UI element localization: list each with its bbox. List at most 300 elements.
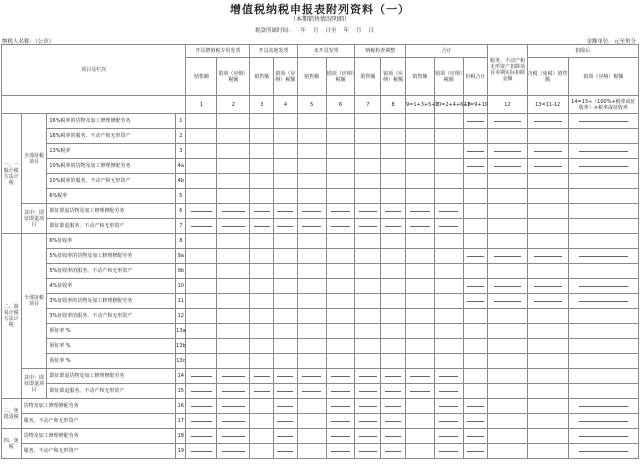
value-cell[interactable] <box>355 114 381 129</box>
value-cell[interactable] <box>186 294 217 309</box>
value-cell[interactable] <box>355 369 381 384</box>
value-cell[interactable] <box>568 159 638 174</box>
value-cell[interactable] <box>297 309 326 324</box>
value-cell[interactable] <box>186 144 217 159</box>
value-cell[interactable] <box>381 204 406 219</box>
value-cell[interactable] <box>488 204 527 219</box>
value-cell[interactable] <box>297 369 326 384</box>
value-cell[interactable] <box>186 324 217 339</box>
value-cell[interactable] <box>186 159 217 174</box>
value-cell[interactable] <box>355 129 381 144</box>
value-cell[interactable] <box>250 309 274 324</box>
value-cell[interactable] <box>381 444 406 459</box>
value-cell[interactable] <box>405 159 434 174</box>
value-cell[interactable] <box>250 159 274 174</box>
value-cell[interactable] <box>488 324 527 339</box>
value-cell[interactable] <box>217 354 250 369</box>
value-cell[interactable] <box>274 114 298 129</box>
value-cell[interactable] <box>297 444 326 459</box>
value-cell[interactable] <box>186 114 217 129</box>
value-cell[interactable] <box>568 204 638 219</box>
value-cell[interactable] <box>186 174 217 189</box>
value-cell[interactable] <box>250 279 274 294</box>
value-cell[interactable] <box>250 249 274 264</box>
value-cell[interactable] <box>274 399 298 414</box>
value-cell[interactable] <box>355 309 381 324</box>
value-cell[interactable] <box>488 234 527 249</box>
value-cell[interactable] <box>434 429 463 444</box>
value-cell[interactable] <box>527 189 568 204</box>
value-cell[interactable] <box>434 279 463 294</box>
value-cell[interactable] <box>250 384 274 399</box>
value-cell[interactable] <box>250 354 274 369</box>
value-cell[interactable] <box>463 324 488 339</box>
value-cell[interactable] <box>463 339 488 354</box>
value-cell[interactable] <box>527 309 568 324</box>
value-cell[interactable] <box>274 189 298 204</box>
value-cell[interactable] <box>381 174 406 189</box>
value-cell[interactable] <box>568 309 638 324</box>
value-cell[interactable] <box>297 174 326 189</box>
value-cell[interactable] <box>274 144 298 159</box>
value-cell[interactable] <box>250 444 274 459</box>
value-cell[interactable] <box>527 414 568 429</box>
value-cell[interactable] <box>355 204 381 219</box>
value-cell[interactable] <box>355 399 381 414</box>
value-cell[interactable] <box>405 279 434 294</box>
value-cell[interactable] <box>463 264 488 279</box>
value-cell[interactable] <box>274 324 298 339</box>
value-cell[interactable] <box>527 264 568 279</box>
value-cell[interactable] <box>326 354 355 369</box>
value-cell[interactable] <box>527 384 568 399</box>
value-cell[interactable] <box>568 114 638 129</box>
value-cell[interactable] <box>381 309 406 324</box>
value-cell[interactable] <box>527 339 568 354</box>
value-cell[interactable] <box>488 219 527 234</box>
value-cell[interactable] <box>355 174 381 189</box>
value-cell[interactable] <box>297 114 326 129</box>
value-cell[interactable] <box>527 399 568 414</box>
value-cell[interactable] <box>381 279 406 294</box>
value-cell[interactable] <box>381 369 406 384</box>
value-cell[interactable] <box>405 324 434 339</box>
value-cell[interactable] <box>274 249 298 264</box>
value-cell[interactable] <box>326 309 355 324</box>
value-cell[interactable] <box>568 414 638 429</box>
value-cell[interactable] <box>297 249 326 264</box>
value-cell[interactable] <box>217 444 250 459</box>
value-cell[interactable] <box>488 159 527 174</box>
value-cell[interactable] <box>381 384 406 399</box>
value-cell[interactable] <box>217 309 250 324</box>
value-cell[interactable] <box>463 279 488 294</box>
value-cell[interactable] <box>405 339 434 354</box>
value-cell[interactable] <box>381 189 406 204</box>
value-cell[interactable] <box>405 294 434 309</box>
value-cell[interactable] <box>381 324 406 339</box>
value-cell[interactable] <box>381 219 406 234</box>
value-cell[interactable] <box>568 129 638 144</box>
value-cell[interactable] <box>527 249 568 264</box>
value-cell[interactable] <box>434 249 463 264</box>
value-cell[interactable] <box>274 219 298 234</box>
value-cell[interactable] <box>405 204 434 219</box>
value-cell[interactable] <box>381 429 406 444</box>
value-cell[interactable] <box>568 294 638 309</box>
value-cell[interactable] <box>434 219 463 234</box>
value-cell[interactable] <box>217 129 250 144</box>
value-cell[interactable] <box>463 174 488 189</box>
value-cell[interactable] <box>434 414 463 429</box>
value-cell[interactable] <box>405 174 434 189</box>
value-cell[interactable] <box>217 429 250 444</box>
value-cell[interactable] <box>381 114 406 129</box>
value-cell[interactable] <box>434 234 463 249</box>
value-cell[interactable] <box>405 234 434 249</box>
value-cell[interactable] <box>217 219 250 234</box>
value-cell[interactable] <box>297 354 326 369</box>
value-cell[interactable] <box>568 429 638 444</box>
value-cell[interactable] <box>355 294 381 309</box>
value-cell[interactable] <box>463 114 488 129</box>
value-cell[interactable] <box>326 444 355 459</box>
value-cell[interactable] <box>326 294 355 309</box>
value-cell[interactable] <box>381 294 406 309</box>
value-cell[interactable] <box>217 414 250 429</box>
value-cell[interactable] <box>434 294 463 309</box>
value-cell[interactable] <box>527 144 568 159</box>
value-cell[interactable] <box>568 354 638 369</box>
value-cell[interactable] <box>274 369 298 384</box>
value-cell[interactable] <box>568 144 638 159</box>
value-cell[interactable] <box>381 129 406 144</box>
value-cell[interactable] <box>434 174 463 189</box>
value-cell[interactable] <box>217 279 250 294</box>
value-cell[interactable] <box>297 279 326 294</box>
value-cell[interactable] <box>186 399 217 414</box>
value-cell[interactable] <box>250 399 274 414</box>
value-cell[interactable] <box>274 414 298 429</box>
value-cell[interactable] <box>405 219 434 234</box>
value-cell[interactable] <box>527 444 568 459</box>
value-cell[interactable] <box>326 429 355 444</box>
value-cell[interactable] <box>297 204 326 219</box>
value-cell[interactable] <box>250 129 274 144</box>
value-cell[interactable] <box>217 249 250 264</box>
value-cell[interactable] <box>568 444 638 459</box>
value-cell[interactable] <box>568 399 638 414</box>
value-cell[interactable] <box>355 189 381 204</box>
value-cell[interactable] <box>326 264 355 279</box>
value-cell[interactable] <box>355 234 381 249</box>
value-cell[interactable] <box>527 204 568 219</box>
value-cell[interactable] <box>527 159 568 174</box>
value-cell[interactable] <box>381 234 406 249</box>
value-cell[interactable] <box>568 249 638 264</box>
value-cell[interactable] <box>217 159 250 174</box>
value-cell[interactable] <box>326 414 355 429</box>
value-cell[interactable] <box>463 414 488 429</box>
value-cell[interactable] <box>217 264 250 279</box>
value-cell[interactable] <box>297 294 326 309</box>
value-cell[interactable] <box>186 279 217 294</box>
value-cell[interactable] <box>463 444 488 459</box>
value-cell[interactable] <box>250 234 274 249</box>
value-cell[interactable] <box>186 129 217 144</box>
value-cell[interactable] <box>527 354 568 369</box>
value-cell[interactable] <box>250 189 274 204</box>
value-cell[interactable] <box>297 264 326 279</box>
value-cell[interactable] <box>355 159 381 174</box>
value-cell[interactable] <box>527 429 568 444</box>
value-cell[interactable] <box>488 399 527 414</box>
value-cell[interactable] <box>355 444 381 459</box>
value-cell[interactable] <box>488 354 527 369</box>
value-cell[interactable] <box>488 294 527 309</box>
value-cell[interactable] <box>297 144 326 159</box>
value-cell[interactable] <box>434 309 463 324</box>
value-cell[interactable] <box>405 399 434 414</box>
value-cell[interactable] <box>274 174 298 189</box>
value-cell[interactable] <box>326 399 355 414</box>
value-cell[interactable] <box>488 129 527 144</box>
value-cell[interactable] <box>274 279 298 294</box>
value-cell[interactable] <box>274 204 298 219</box>
value-cell[interactable] <box>355 339 381 354</box>
value-cell[interactable] <box>355 384 381 399</box>
value-cell[interactable] <box>568 219 638 234</box>
value-cell[interactable] <box>568 339 638 354</box>
value-cell[interactable] <box>488 429 527 444</box>
value-cell[interactable] <box>326 384 355 399</box>
value-cell[interactable] <box>326 174 355 189</box>
value-cell[interactable] <box>217 369 250 384</box>
value-cell[interactable] <box>326 279 355 294</box>
value-cell[interactable] <box>527 234 568 249</box>
value-cell[interactable] <box>527 129 568 144</box>
value-cell[interactable] <box>186 369 217 384</box>
value-cell[interactable] <box>527 219 568 234</box>
value-cell[interactable] <box>326 189 355 204</box>
value-cell[interactable] <box>381 354 406 369</box>
value-cell[interactable] <box>297 324 326 339</box>
value-cell[interactable] <box>568 189 638 204</box>
value-cell[interactable] <box>405 354 434 369</box>
value-cell[interactable] <box>326 159 355 174</box>
value-cell[interactable] <box>568 369 638 384</box>
value-cell[interactable] <box>527 324 568 339</box>
value-cell[interactable] <box>527 294 568 309</box>
value-cell[interactable] <box>297 189 326 204</box>
value-cell[interactable] <box>186 354 217 369</box>
value-cell[interactable] <box>527 369 568 384</box>
value-cell[interactable] <box>488 114 527 129</box>
value-cell[interactable] <box>250 324 274 339</box>
value-cell[interactable] <box>250 414 274 429</box>
value-cell[interactable] <box>250 114 274 129</box>
value-cell[interactable] <box>405 189 434 204</box>
value-cell[interactable] <box>326 234 355 249</box>
value-cell[interactable] <box>297 384 326 399</box>
value-cell[interactable] <box>326 114 355 129</box>
value-cell[interactable] <box>381 264 406 279</box>
value-cell[interactable] <box>250 369 274 384</box>
value-cell[interactable] <box>186 249 217 264</box>
value-cell[interactable] <box>434 354 463 369</box>
value-cell[interactable] <box>186 219 217 234</box>
value-cell[interactable] <box>488 384 527 399</box>
value-cell[interactable] <box>297 429 326 444</box>
value-cell[interactable] <box>326 204 355 219</box>
value-cell[interactable] <box>568 384 638 399</box>
value-cell[interactable] <box>274 264 298 279</box>
value-cell[interactable] <box>434 384 463 399</box>
value-cell[interactable] <box>463 234 488 249</box>
value-cell[interactable] <box>463 249 488 264</box>
value-cell[interactable] <box>186 384 217 399</box>
value-cell[interactable] <box>434 339 463 354</box>
value-cell[interactable] <box>434 204 463 219</box>
value-cell[interactable] <box>488 444 527 459</box>
value-cell[interactable] <box>434 114 463 129</box>
value-cell[interactable] <box>355 219 381 234</box>
value-cell[interactable] <box>405 144 434 159</box>
value-cell[interactable] <box>186 189 217 204</box>
value-cell[interactable] <box>463 189 488 204</box>
value-cell[interactable] <box>355 429 381 444</box>
value-cell[interactable] <box>355 324 381 339</box>
value-cell[interactable] <box>186 204 217 219</box>
value-cell[interactable] <box>355 249 381 264</box>
value-cell[interactable] <box>355 279 381 294</box>
value-cell[interactable] <box>463 429 488 444</box>
value-cell[interactable] <box>463 369 488 384</box>
value-cell[interactable] <box>326 339 355 354</box>
value-cell[interactable] <box>217 114 250 129</box>
value-cell[interactable] <box>297 399 326 414</box>
value-cell[interactable] <box>463 129 488 144</box>
value-cell[interactable] <box>297 414 326 429</box>
value-cell[interactable] <box>488 279 527 294</box>
value-cell[interactable] <box>434 264 463 279</box>
value-cell[interactable] <box>568 279 638 294</box>
value-cell[interactable] <box>405 129 434 144</box>
value-cell[interactable] <box>355 414 381 429</box>
value-cell[interactable] <box>186 234 217 249</box>
value-cell[interactable] <box>434 159 463 174</box>
value-cell[interactable] <box>463 354 488 369</box>
value-cell[interactable] <box>326 324 355 339</box>
value-cell[interactable] <box>381 399 406 414</box>
value-cell[interactable] <box>186 429 217 444</box>
value-cell[interactable] <box>355 354 381 369</box>
value-cell[interactable] <box>434 129 463 144</box>
value-cell[interactable] <box>274 444 298 459</box>
value-cell[interactable] <box>405 309 434 324</box>
value-cell[interactable] <box>463 384 488 399</box>
value-cell[interactable] <box>488 264 527 279</box>
value-cell[interactable] <box>405 369 434 384</box>
value-cell[interactable] <box>405 264 434 279</box>
value-cell[interactable] <box>274 234 298 249</box>
value-cell[interactable] <box>434 189 463 204</box>
value-cell[interactable] <box>463 294 488 309</box>
value-cell[interactable] <box>297 339 326 354</box>
value-cell[interactable] <box>274 339 298 354</box>
value-cell[interactable] <box>527 114 568 129</box>
value-cell[interactable] <box>326 249 355 264</box>
value-cell[interactable] <box>405 429 434 444</box>
value-cell[interactable] <box>463 144 488 159</box>
value-cell[interactable] <box>381 249 406 264</box>
value-cell[interactable] <box>434 144 463 159</box>
value-cell[interactable] <box>274 354 298 369</box>
value-cell[interactable] <box>488 189 527 204</box>
value-cell[interactable] <box>217 339 250 354</box>
value-cell[interactable] <box>434 444 463 459</box>
value-cell[interactable] <box>463 309 488 324</box>
value-cell[interactable] <box>488 414 527 429</box>
value-cell[interactable] <box>355 144 381 159</box>
value-cell[interactable] <box>488 339 527 354</box>
value-cell[interactable] <box>326 144 355 159</box>
value-cell[interactable] <box>434 369 463 384</box>
value-cell[interactable] <box>355 264 381 279</box>
value-cell[interactable] <box>405 249 434 264</box>
value-cell[interactable] <box>488 144 527 159</box>
value-cell[interactable] <box>527 174 568 189</box>
value-cell[interactable] <box>250 174 274 189</box>
value-cell[interactable] <box>217 399 250 414</box>
value-cell[interactable] <box>274 159 298 174</box>
value-cell[interactable] <box>381 159 406 174</box>
value-cell[interactable] <box>405 384 434 399</box>
value-cell[interactable] <box>217 144 250 159</box>
value-cell[interactable] <box>381 339 406 354</box>
value-cell[interactable] <box>274 384 298 399</box>
value-cell[interactable] <box>217 174 250 189</box>
value-cell[interactable] <box>274 429 298 444</box>
value-cell[interactable] <box>186 264 217 279</box>
value-cell[interactable] <box>250 294 274 309</box>
value-cell[interactable] <box>186 339 217 354</box>
value-cell[interactable] <box>297 219 326 234</box>
value-cell[interactable] <box>217 234 250 249</box>
value-cell[interactable] <box>326 219 355 234</box>
value-cell[interactable] <box>463 159 488 174</box>
value-cell[interactable] <box>297 129 326 144</box>
value-cell[interactable] <box>250 339 274 354</box>
value-cell[interactable] <box>381 144 406 159</box>
value-cell[interactable] <box>250 219 274 234</box>
value-cell[interactable] <box>568 324 638 339</box>
value-cell[interactable] <box>217 384 250 399</box>
value-cell[interactable] <box>217 324 250 339</box>
value-cell[interactable] <box>217 294 250 309</box>
value-cell[interactable] <box>250 204 274 219</box>
value-cell[interactable] <box>488 249 527 264</box>
value-cell[interactable] <box>297 234 326 249</box>
value-cell[interactable] <box>568 264 638 279</box>
value-cell[interactable] <box>250 144 274 159</box>
value-cell[interactable] <box>326 129 355 144</box>
value-cell[interactable] <box>434 324 463 339</box>
value-cell[interactable] <box>463 204 488 219</box>
value-cell[interactable] <box>186 414 217 429</box>
value-cell[interactable] <box>326 369 355 384</box>
value-cell[interactable] <box>405 444 434 459</box>
